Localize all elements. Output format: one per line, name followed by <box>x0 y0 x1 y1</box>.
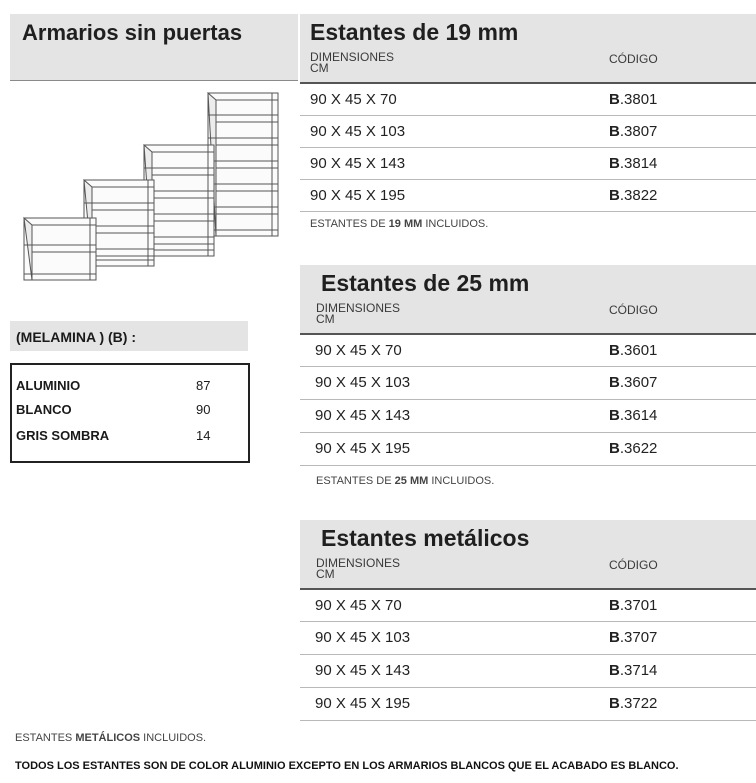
section-header <box>300 14 756 84</box>
section-title: Estantes metálicos <box>321 525 530 551</box>
dimension-cell: 90 X 45 X 195 <box>310 187 406 204</box>
cabinet-70-drawing <box>24 218 96 280</box>
dimension-cell: 90 X 45 X 143 <box>315 407 411 424</box>
section-note: ESTANTES DE 25 MM INCLUIDOS. <box>316 475 495 487</box>
code-cell: B.3614 <box>609 407 658 424</box>
code-cell: B.3814 <box>609 155 658 172</box>
finish-name: GRIS SOMBRA <box>16 428 110 443</box>
finish-name: ALUMINIO <box>16 378 81 393</box>
section-header <box>300 265 756 335</box>
finish-name: BLANCO <box>16 402 72 417</box>
table-row <box>300 622 756 655</box>
finish-list <box>10 363 250 463</box>
code-cell: B.3714 <box>609 662 658 679</box>
table-row <box>300 180 756 212</box>
footer-disclaimer: TODOS LOS ESTANTES SON DE COLOR ALUMINIO EXCEPTO EN LOS ARMARIOS BLANCOS QUE EL ACABADO ES BLANCO. <box>15 760 679 772</box>
code-cell: B.3622 <box>609 440 658 457</box>
dimension-cell: 90 X 45 X 103 <box>315 629 411 646</box>
finish-code: 90 <box>196 402 211 417</box>
code-cell: B.3601 <box>609 342 658 359</box>
column-header-dimensions: DIMENSIONES CM <box>316 556 401 581</box>
code-cell: B.3807 <box>609 123 658 140</box>
code-cell: B.3707 <box>609 629 658 646</box>
column-header-code: CÓDIGO <box>609 52 658 66</box>
dimension-cell: 90 X 45 X 195 <box>315 695 411 712</box>
table-row <box>300 367 756 400</box>
dimension-cell: 90 X 45 X 143 <box>315 662 411 679</box>
section-25mm <box>300 265 756 487</box>
column-header-code: CÓDIGO <box>609 303 658 317</box>
section-note: ESTANTES DE 19 MM INCLUIDOS. <box>310 218 489 230</box>
section-metalicos <box>300 520 756 721</box>
table-row <box>300 400 756 433</box>
code-cell: B.3822 <box>609 187 658 204</box>
column-header-code: CÓDIGO <box>609 558 658 572</box>
code-cell: B.3607 <box>609 374 658 391</box>
section-19mm <box>300 14 756 230</box>
code-cell: B.3701 <box>609 597 658 614</box>
code-cell: B.3722 <box>609 695 658 712</box>
table-row <box>300 116 756 148</box>
table-row <box>300 148 756 180</box>
dimension-cell: 90 X 45 X 70 <box>315 342 402 359</box>
dimension-cell: 90 X 45 X 103 <box>310 123 406 140</box>
dimension-cell: 90 X 45 X 103 <box>315 374 411 391</box>
footer-note: ESTANTES METÁLICOS INCLUIDOS. <box>15 732 207 744</box>
section-header <box>300 520 756 590</box>
shelving-illustration <box>20 90 290 285</box>
cabinet-195-drawing <box>208 93 278 236</box>
finish-code: 87 <box>196 378 211 393</box>
finish-code: 14 <box>196 428 211 443</box>
dimension-cell: 90 X 45 X 70 <box>310 91 397 108</box>
table-row <box>300 335 756 367</box>
left-title: Armarios sin puertas <box>22 20 243 45</box>
column-header-dimensions: DIMENSIONES CM <box>316 301 401 326</box>
dimension-cell: 90 X 45 X 195 <box>315 440 411 457</box>
left-header <box>10 14 298 81</box>
dimension-cell: 90 X 45 X 70 <box>315 597 402 614</box>
column-header-dimensions: DIMENSIONES CM <box>310 50 395 75</box>
table-row <box>300 590 756 622</box>
melamina-header <box>10 321 248 351</box>
code-cell: B.3801 <box>609 91 658 108</box>
section-title: Estantes de 25 mm <box>321 270 530 296</box>
section-title: Estantes de 19 mm <box>310 19 519 45</box>
melamina-title: (MELAMINA ) (B) : <box>16 329 137 345</box>
table-row <box>300 433 756 466</box>
table-row <box>300 84 756 116</box>
table-row <box>300 688 756 721</box>
dimension-cell: 90 X 45 X 143 <box>310 155 406 172</box>
table-row <box>300 655 756 688</box>
